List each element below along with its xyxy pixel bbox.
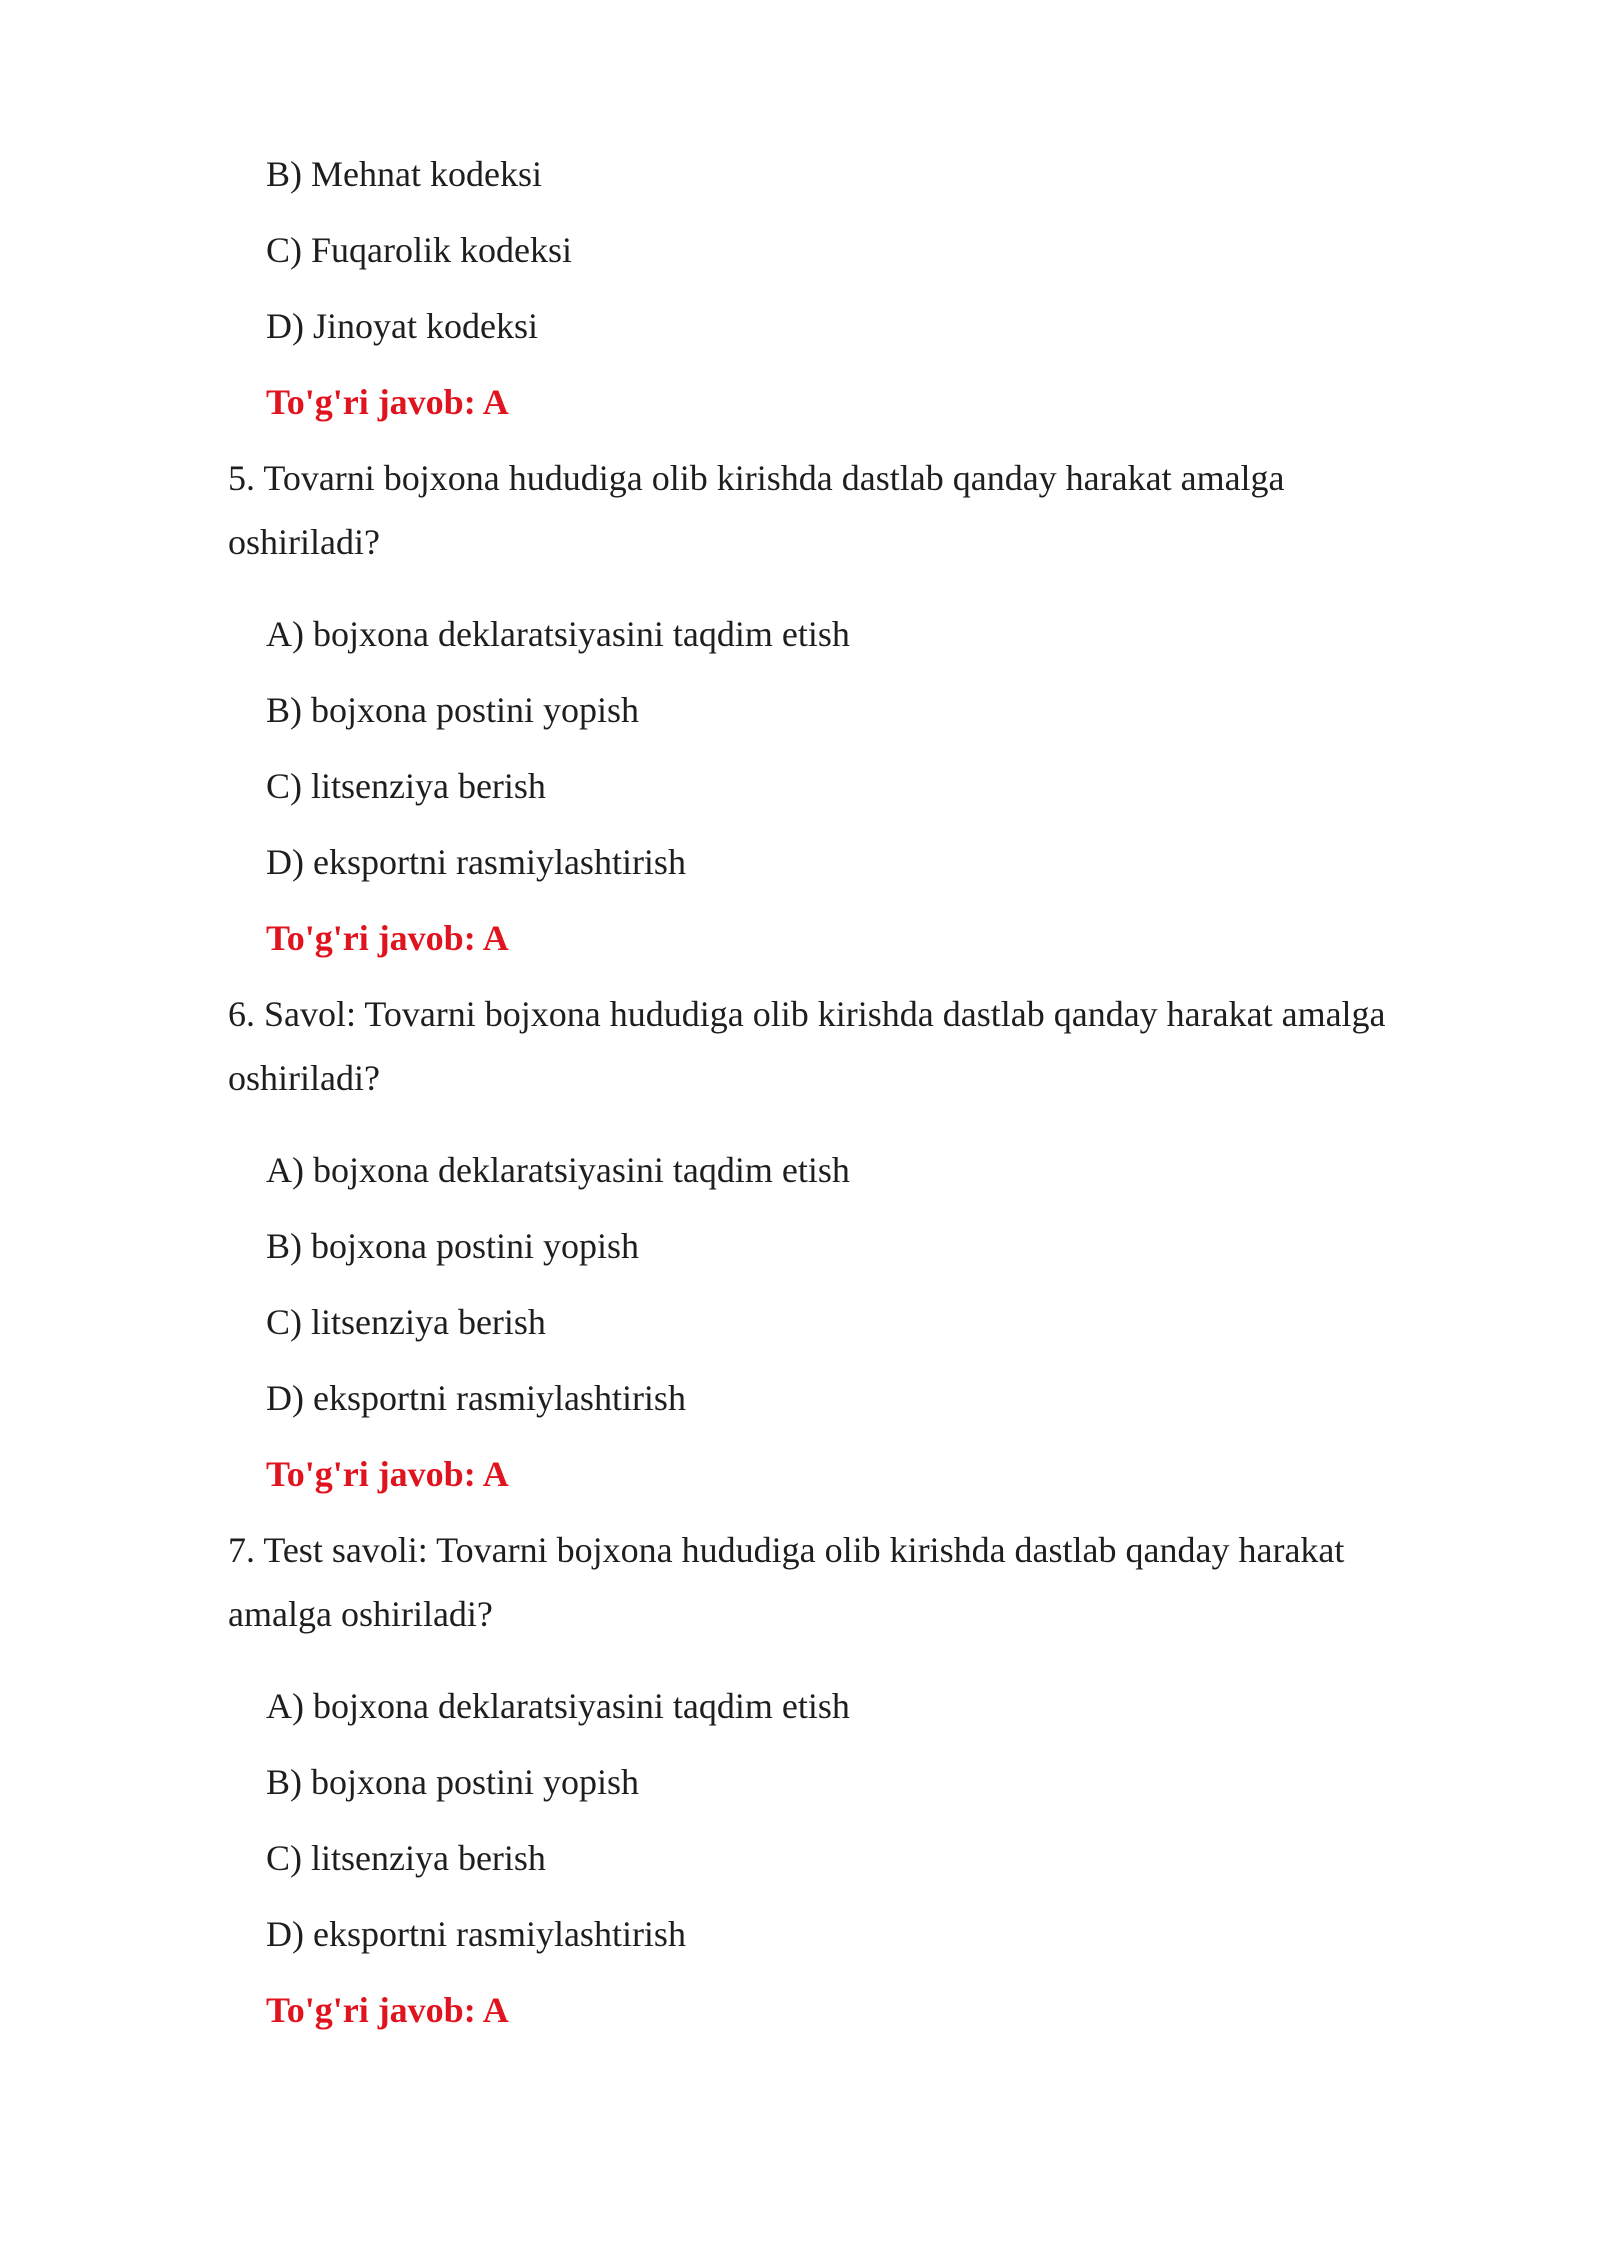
- q6-question-line1: 6. Savol: Tovarni bojxona hududiga olib kirishda dastlab qanday harakat amalga: [228, 994, 1386, 1034]
- q4-option-c: C) Fuqarolik kodeksi: [266, 230, 572, 270]
- q4-correct-answer: To'g'ri javob: A: [266, 382, 509, 422]
- q7-option-a: A) bojxona deklaratsiyasini taqdim etish: [266, 1686, 850, 1726]
- q7-correct-answer: To'g'ri javob: A: [266, 1990, 509, 2030]
- q6-option-b: B) bojxona postini yopish: [266, 1226, 640, 1266]
- q7-option-d: D) eksportni rasmiylashtirish: [266, 1914, 686, 1954]
- q6-option-c: C) litsenziya berish: [266, 1302, 546, 1342]
- q5-question-line1: 5. Tovarni bojxona hududiga olib kirishda dastlab qanday harakat amalga: [228, 458, 1285, 498]
- q7-option-b: B) bojxona postini yopish: [266, 1762, 640, 1802]
- q5-option-a: A) bojxona deklaratsiyasini taqdim etish: [266, 614, 850, 654]
- q5-correct-answer: To'g'ri javob: A: [266, 918, 509, 958]
- q4-option-b: B) Mehnat kodeksi: [266, 154, 542, 194]
- q6-option-a: A) bojxona deklaratsiyasini taqdim etish: [266, 1150, 850, 1190]
- q6-option-d: D) eksportni rasmiylashtirish: [266, 1378, 686, 1418]
- q7-question-line1: 7. Test savoli: Tovarni bojxona hududiga olib kirishda dastlab qanday harakat: [228, 1530, 1345, 1570]
- q5-question-line2: oshiriladi?: [228, 522, 380, 562]
- q5-option-c: C) litsenziya berish: [266, 766, 546, 806]
- q4-option-d: D) Jinoyat kodeksi: [266, 306, 538, 346]
- q7-option-c: C) litsenziya berish: [266, 1838, 546, 1878]
- q5-option-d: D) eksportni rasmiylashtirish: [266, 842, 686, 882]
- q5-option-b: B) bojxona postini yopish: [266, 690, 640, 730]
- q6-correct-answer: To'g'ri javob: A: [266, 1454, 509, 1494]
- q6-question-line2: oshiriladi?: [228, 1058, 380, 1098]
- q7-question-line2: amalga oshiriladi?: [228, 1594, 493, 1634]
